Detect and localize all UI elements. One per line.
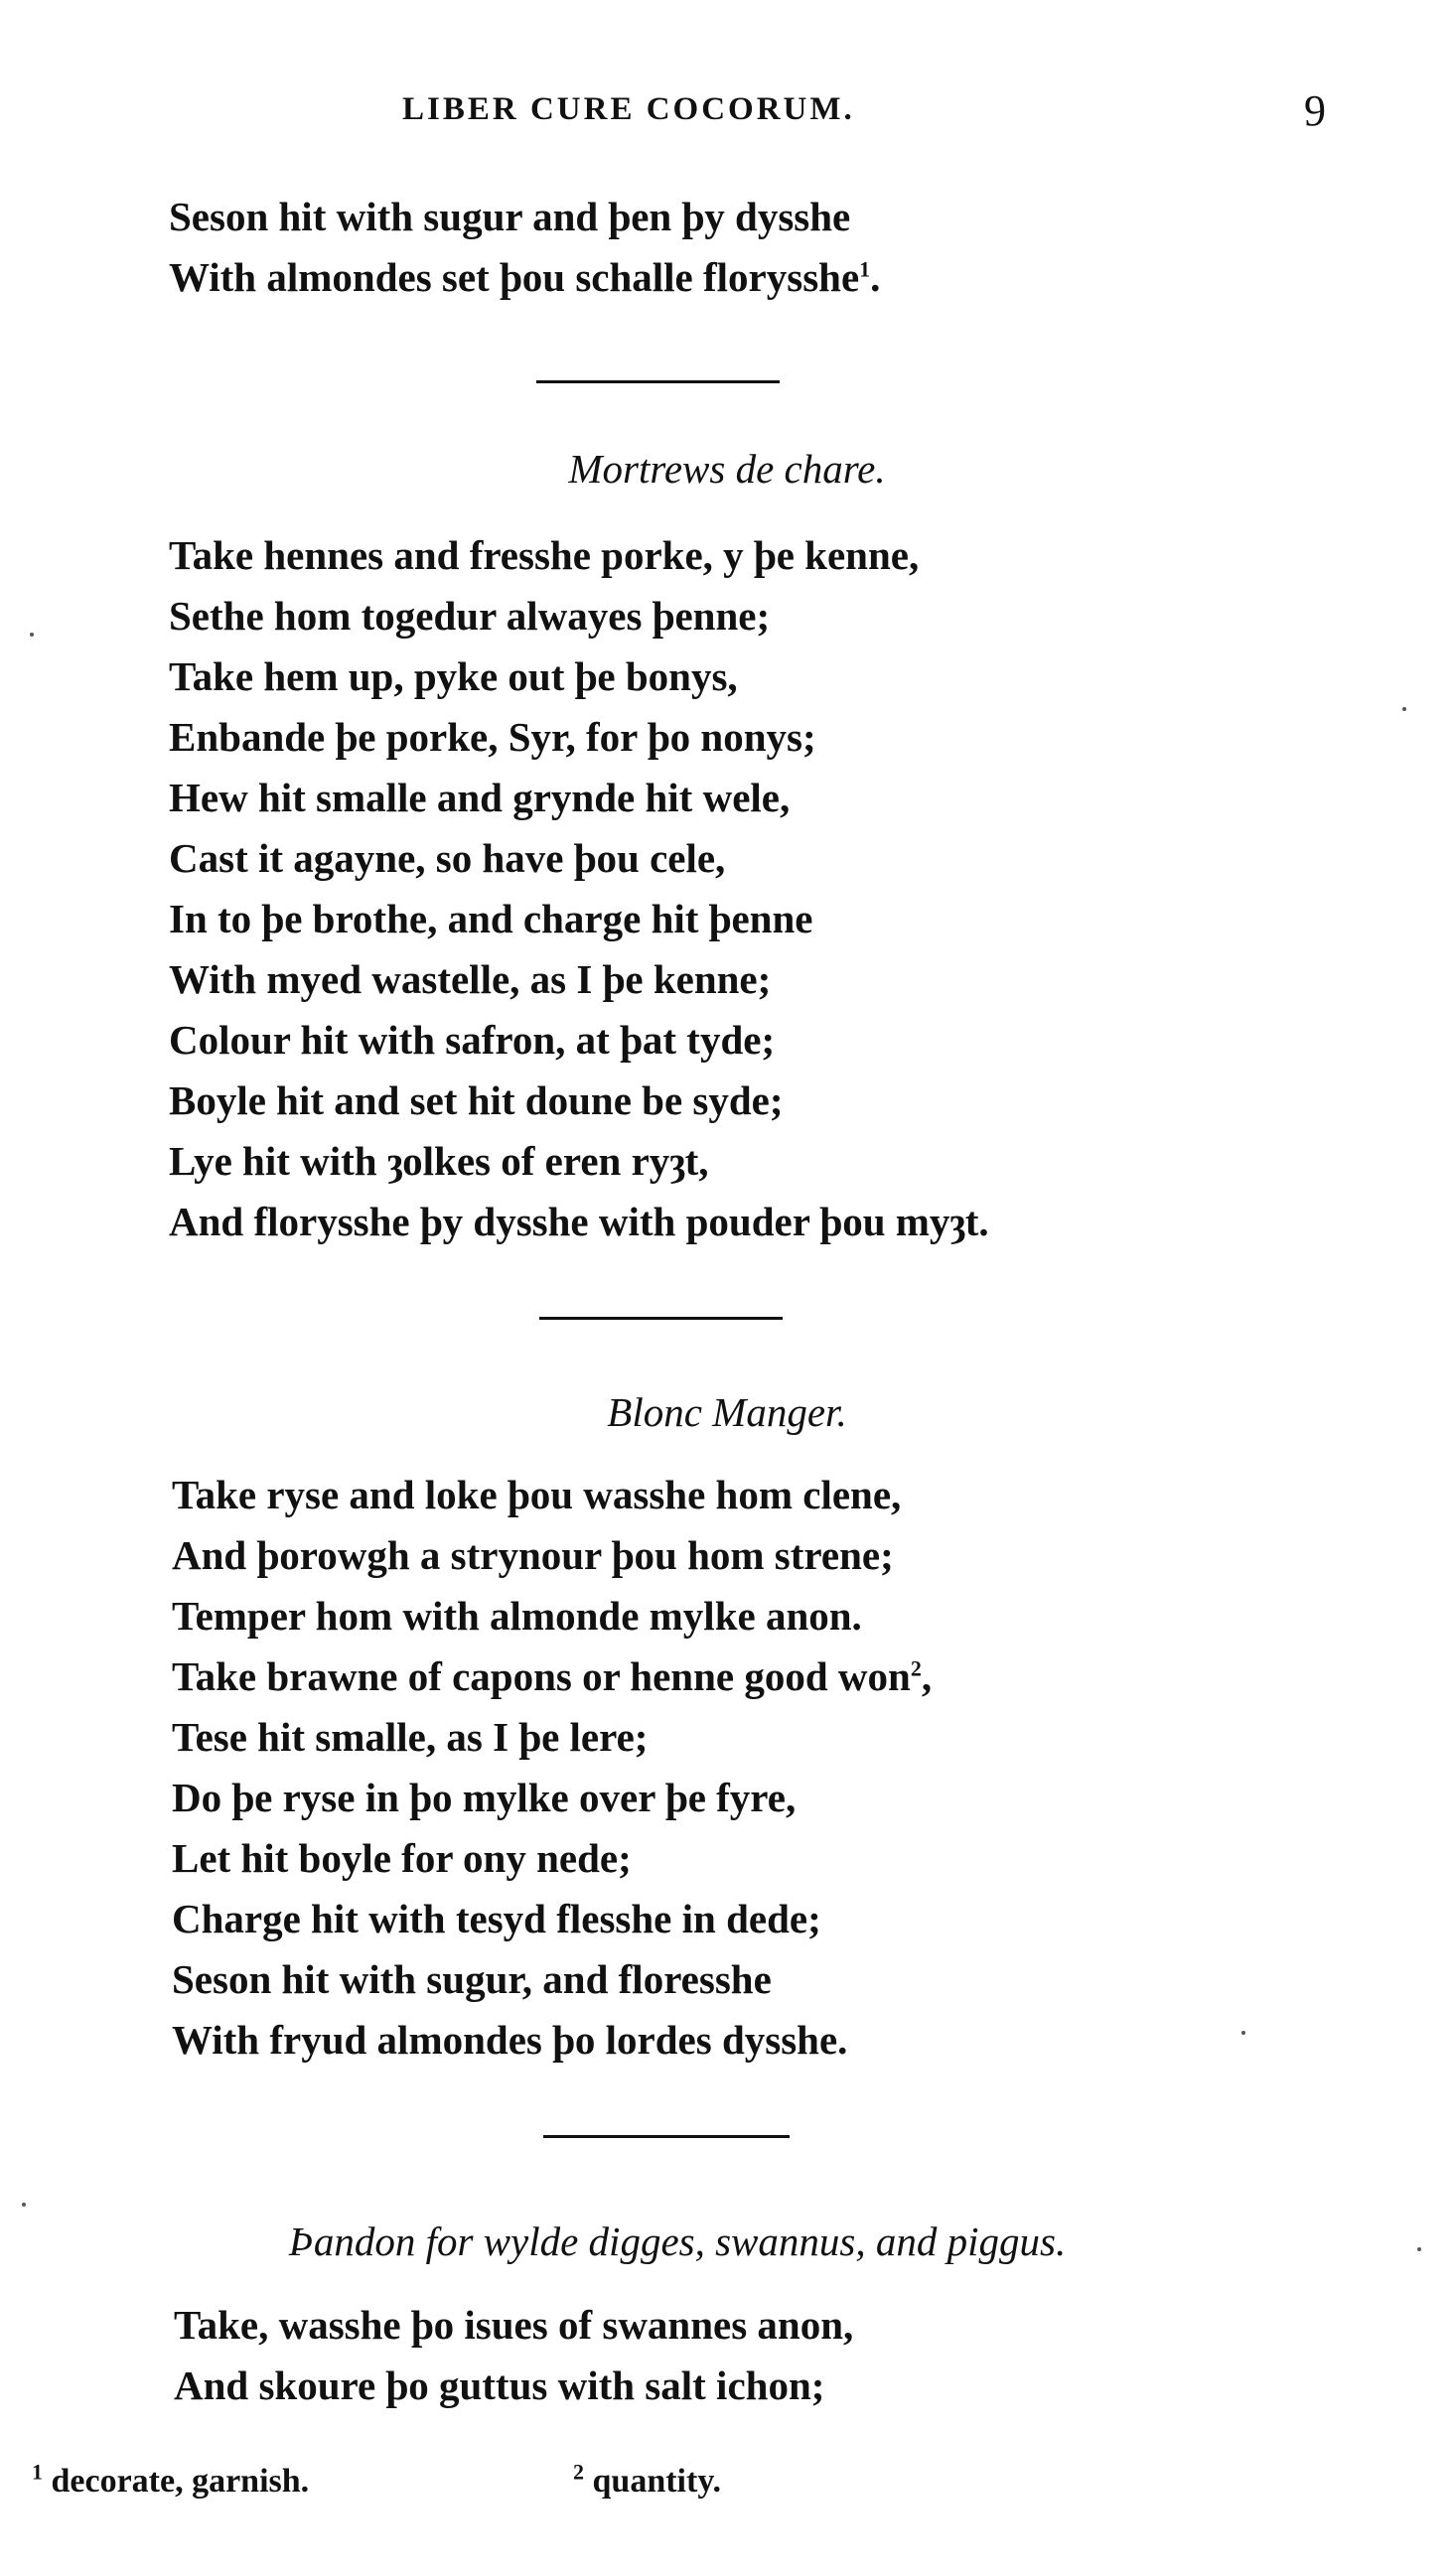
running-title: LIBER CURE COCORUM. <box>402 91 855 127</box>
verse-line: In to þe brothe, and charge hit þenne <box>169 896 813 941</box>
verse-line: Let hit boyle for ony nede; <box>172 1835 632 1881</box>
paper-speck <box>22 2203 26 2207</box>
recipe-title: Mortrews de chare. <box>568 446 886 492</box>
verse-line: And þorowgh a strynour þou hom strene; <box>172 1532 894 1578</box>
verse-line: Hew hit smalle and grynde hit wele, <box>169 775 791 820</box>
recipe-title: Þandon for wylde digges, swannus, and piggus. <box>288 2218 1067 2264</box>
recipe-title: Blonc Manger. <box>607 1389 847 1435</box>
recipe-verse <box>169 525 1341 1252</box>
verse-line: With almondes set þou schalle florysshe$^1$. <box>169 254 881 300</box>
paper-speck <box>1241 2031 1245 2035</box>
verse-line: Colour hit with safron, at þat tyde; <box>169 1017 776 1063</box>
verse-line: And skoure þo guttus with salt ichon; <box>174 2362 825 2408</box>
verse-line: Boyle hit and set hit doune be syde; <box>169 1077 784 1123</box>
verse-line: Sethe hom togedur alwayes þenne; <box>169 593 771 639</box>
verse-line: Seson hit with sugur, and floresshe <box>172 1956 772 2002</box>
verse-line: Seson hit with sugur and þen þy dysshe <box>169 194 851 239</box>
intro-verse <box>169 187 1341 308</box>
page-header <box>0 86 1454 139</box>
verse-line: Take hem up, pyke out þe bonys, <box>169 653 738 699</box>
verse-line: Take hennes and fresshe porke, y þe kenne, <box>169 532 920 578</box>
section-divider <box>543 2135 790 2138</box>
paper-speck <box>1402 707 1406 711</box>
verse-line: With myed wastelle, as I þe kenne; <box>169 956 772 1002</box>
paper-speck <box>1417 2247 1421 2251</box>
verse-line: Take brawne of capons or henne good won$^2$, <box>172 1653 933 1699</box>
verse-line: And florysshe þy dysshe with pouder þou myȝt. <box>169 1199 989 1244</box>
verse-line: Take ryse and loke þou wasshe hom clene, <box>172 1472 902 1517</box>
verse-line: Tese hit smalle, as I þe lere; <box>172 1714 649 1760</box>
recipe-verse <box>172 1465 1344 2071</box>
section-divider <box>536 380 780 383</box>
verse-line: Do þe ryse in þo mylke over þe fyre, <box>172 1775 797 1820</box>
page-number: 9 <box>1304 86 1326 135</box>
footnote: $^2$ quantity. <box>573 2459 721 2500</box>
verse-line: With fryud almondes þo lordes dysshe. <box>172 2017 848 2063</box>
verse-line: Temper hom with almonde mylke anon. <box>172 1593 862 1639</box>
verse-line: Lye hit with ȝolkes of eren ryȝt, <box>169 1138 709 1184</box>
footnote-ref: 2 <box>910 1655 922 1681</box>
verse-line: Enbande þe porke, Syr, for þo nonys; <box>169 714 816 760</box>
section-divider <box>539 1317 783 1320</box>
verse-line: Take, wasshe þo isues of swannes anon, <box>174 2302 854 2348</box>
footnote-ref: 1 <box>859 256 871 282</box>
footnotes <box>32 2459 1224 2512</box>
verse-line: Cast it agayne, so have þou cele, <box>169 835 726 881</box>
paper-speck <box>30 633 34 637</box>
verse-line: Charge hit with tesyd flesshe in dede; <box>172 1896 821 1941</box>
recipe-verse <box>174 2295 1346 2416</box>
footnote: $^1$ decorate, garnish. <box>32 2459 310 2500</box>
